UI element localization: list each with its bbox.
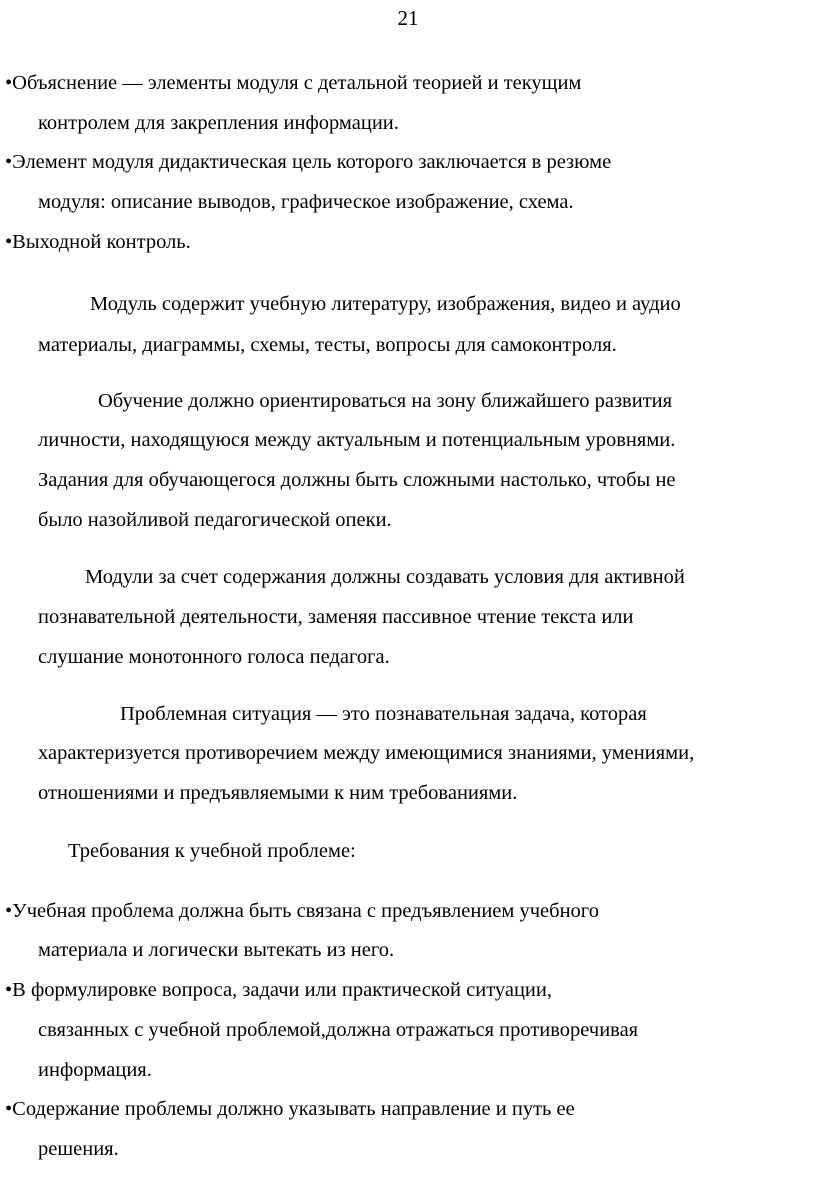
paragraph-line: Модуль содержит учебную литературу, изображения, видео и аудио [90,293,681,315]
bullet-item-contradiction: •В формулировке вопроса, задачи или практической ситуации, [5,979,552,1001]
paragraph-line: Задания для обучающегося должны быть сложными настолько, чтобы не [38,469,676,491]
bullet-item-problem-linked-continued: материала и логически вытекать из него. [38,939,395,961]
paragraph-line: Проблемная ситуация — это познавательная задача, которая [120,703,647,725]
paragraph-line: личности, находящуюся между актуальным и потенциальным уровнями. [38,429,676,451]
bullet-item-contradiction-continued: связанных с учебной проблемой,должна отражаться противоречивая [38,1019,639,1041]
bullet-item-summary-element-continued: модуля: описание выводов, графическое изображение, схема. [38,191,574,213]
paragraph-line: слушание монотонного голоса педагога. [38,646,390,668]
bullet-item-direction: •Содержание проблемы должно указывать направление и путь ее [5,1098,575,1120]
bullet-item-explanation-continued: контролем для закрепления информации. [38,112,399,134]
paragraph-line: было назойливой педагогической опеки. [38,509,392,531]
bullet-item-direction-continued: решения. [38,1138,119,1160]
bullet-item-explanation: •Объяснение — элементы модуля с детальной теорией и текущим [5,72,582,94]
page-number: 21 [397,6,419,30]
paragraph-line: Модули за счет содержания должны создавать условия для активной [85,566,685,588]
paragraph-line: характеризуется противоречием между имеющимися знаниями, умениями, [38,742,695,764]
paragraph-line: Обучение должно ориентироваться на зону ближайшего развития [98,390,673,412]
paragraph-line: познавательной деятельности, заменяя пассивное чтение текста или [38,606,634,628]
paragraph-line: отношениями и предъявляемыми к ним требованиями. [38,782,518,804]
bullet-item-summary-element: •Элемент модуля дидактическая цель которого заключается в резюме [5,151,612,173]
bullet-item-problem-linked: •Учебная проблема должна быть связана с предъявлением учебного [5,900,599,922]
paragraph-line: материалы, диаграммы, схемы, тесты, вопросы для самоконтроля. [38,334,617,356]
bullet-item-contradiction-continued-2: информация. [38,1059,152,1081]
bullet-item-exit-control: •Выходной контроль. [5,231,191,253]
requirements-heading: Требования к учебной проблеме: [68,840,356,862]
